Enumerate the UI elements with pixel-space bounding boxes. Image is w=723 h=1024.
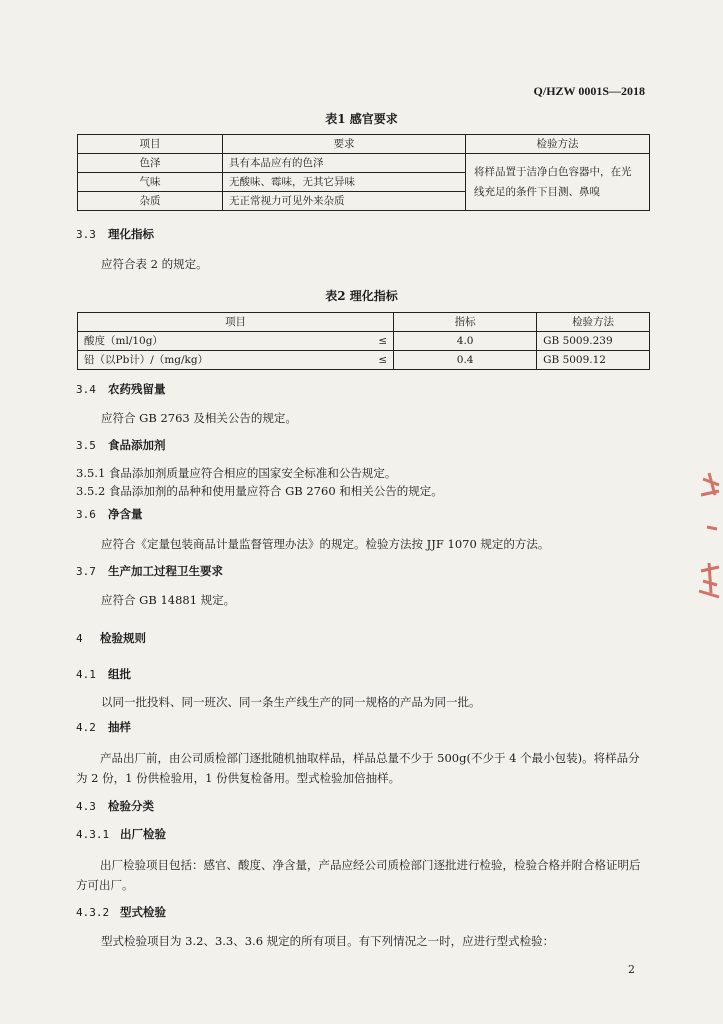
table2-cell-method: GB 5009.12: [537, 351, 650, 370]
table-row: [78, 154, 650, 173]
table2-cell-item: 酸度（ml/10g）: [78, 332, 358, 351]
table-row: [78, 332, 650, 351]
section-3-6-text: 应符合《定量包装商品计量监督管理办法》的规定。检验方法按 JJF 1070 规定的方法。: [101, 537, 550, 551]
section-number: 4.1: [76, 668, 96, 681]
section-title: 组批: [108, 667, 131, 681]
table2-cell-method: GB 5009.239: [537, 332, 650, 351]
section-3-4-heading: [76, 381, 166, 397]
section-4-3-2-heading: [76, 904, 166, 920]
section-4-1-heading: [76, 666, 131, 682]
table2-cell-value: 4.0: [394, 332, 537, 351]
section-3-7-text: 应符合 GB 14881 规定。: [101, 593, 236, 607]
section-title: 理化指标: [108, 227, 154, 241]
table1-sensory: [77, 134, 650, 211]
section-title: 检验规则: [100, 631, 146, 645]
section-4-3-2-text: 型式检验项目为 3.2、3.3、3.6 规定的所有项目。有下列情况之一时，应进行型式检验：: [101, 934, 555, 948]
section-number: 3.5: [76, 439, 96, 452]
section-title: 农药残留量: [108, 382, 166, 396]
page-number: 2: [628, 963, 635, 976]
table2-header-item: 项目: [78, 313, 394, 332]
section-3-3-text: 应符合表 2 的规定。: [101, 257, 208, 271]
section-4-3-1-heading: [76, 826, 166, 842]
section-3-5-1-text: 3.5.1 食品添加剂质量应符合相应的国家安全标准和公告规定。: [76, 466, 397, 480]
table2-cell-value: 0.4: [394, 351, 537, 370]
table2-cell-operator: ≤: [357, 332, 394, 351]
section-number: 4: [76, 632, 83, 645]
stamp-mark: [689, 465, 723, 615]
section-number: 4.3.2: [76, 906, 110, 919]
table2-caption: 表2 理化指标: [325, 289, 398, 303]
section-3-5-2-text: 3.5.2 食品添加剂的品种和使用量应符合 GB 2760 和相关公告的规定。: [76, 484, 443, 498]
section-4-1-text: 以同一批投料、同一班次、同一条生产线生产的同一规格的产品为同一批。: [101, 695, 481, 709]
section-title: 抽样: [108, 720, 131, 734]
section-4-3-heading: [76, 798, 154, 814]
section-title: 生产加工过程卫生要求: [108, 564, 223, 578]
section-number: 3.3: [76, 228, 96, 241]
section-4-2-heading: [76, 719, 131, 735]
section-title: 净含量: [108, 507, 143, 521]
table1-cell-method: 将样品置于洁净白色容器中，在光线充足的条件下目测、鼻嗅: [466, 154, 650, 211]
table1-cell-requirement: 具有本品应有的色泽: [223, 154, 466, 173]
section-3-6-heading: [76, 506, 143, 522]
section-number: 4.2: [76, 721, 96, 734]
section-4-2-text: 产品出厂前，由公司质检部门逐批随机抽取样品，样品总量不少于 500g(不少于 4 个最小包装)。将样品分为 2 份，1 份供检验用，1 份供复检备用。型式检验加倍抽样。: [76, 751, 640, 785]
section-4-heading: [76, 630, 146, 646]
section-3-7-heading: [76, 563, 223, 579]
section-title: 出厂检验: [120, 827, 166, 841]
table2-header-index: 指标: [394, 313, 537, 332]
table2-cell-item: 铅（以Pb计）/（mg/kg）: [78, 351, 358, 370]
section-title: 型式检验: [120, 905, 166, 919]
document-code: Q/HZW 0001S—2018: [533, 84, 645, 98]
section-3-3-heading: [76, 226, 154, 242]
table1-header-requirement: 要求: [223, 135, 466, 154]
section-title: 食品添加剂: [108, 438, 166, 452]
section-number: 4.3.1: [76, 828, 110, 841]
table1-header-method: 检验方法: [466, 135, 650, 154]
table1-cell-item: 色泽: [78, 154, 223, 173]
table1-cell-item: 杂质: [78, 192, 223, 211]
section-3-4-text: 应符合 GB 2763 及相关公告的规定。: [101, 411, 297, 425]
table1-header-item: 项目: [78, 135, 223, 154]
table2-header-method: 检验方法: [537, 313, 650, 332]
table2-cell-operator: ≤: [357, 351, 394, 370]
table1-cell-requirement: 无酸味、霉味，无其它异味: [223, 173, 466, 192]
table1-cell-item: 气味: [78, 173, 223, 192]
table-row: [78, 351, 650, 370]
section-number: 4.3: [76, 800, 96, 813]
table1-caption: 表1 感官要求: [325, 112, 398, 126]
section-3-5-heading: [76, 437, 166, 453]
section-number: 3.7: [76, 565, 96, 578]
table1-cell-requirement: 无正常视力可见外来杂质: [223, 192, 466, 211]
section-number: 3.4: [76, 383, 96, 396]
section-title: 检验分类: [108, 799, 154, 813]
section-number: 3.6: [76, 508, 96, 521]
table2-physicochemical: [77, 312, 650, 370]
section-4-3-1-text: 出厂检验项目包括：感官、酸度、净含量，产品应经公司质检部门逐批进行检验，检验合格并附合格证明后方可出厂。: [76, 858, 641, 892]
